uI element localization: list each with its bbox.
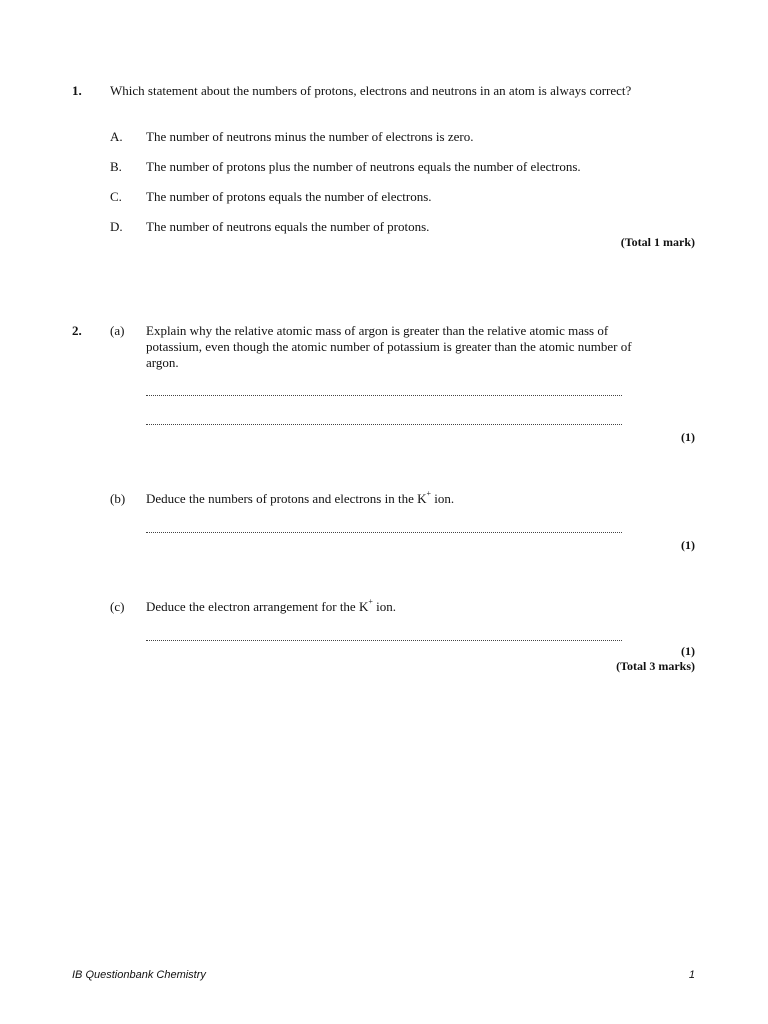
q2b-answer-line[interactable]	[146, 532, 622, 533]
q2b-text-after: ion.	[431, 491, 455, 506]
q2b-mark: (1)	[681, 538, 695, 552]
q2c-answer-line[interactable]	[146, 640, 622, 641]
q2b-text	[146, 488, 455, 507]
question-1-number: 1.	[72, 83, 82, 98]
q1-option-b-text: The number of protons plus the number of neutrons equals the number of electrons.	[146, 159, 581, 174]
q2-total-marks: (Total 3 marks)	[616, 659, 695, 673]
q2a-mark: (1)	[681, 430, 695, 444]
q1-option-a-letter: A.	[110, 129, 123, 144]
q1-option-d-letter: D.	[110, 219, 123, 234]
question-2-number: 2.	[72, 323, 82, 338]
q2b-label: (b)	[110, 491, 126, 506]
q2c-label: (c)	[110, 599, 125, 614]
footer-page-number: 1	[688, 969, 695, 981]
question-1-stem: Which statement about the numbers of protons, electrons and neutrons in an atom is always correct?	[110, 83, 632, 98]
q2b-superscript: +	[426, 488, 432, 498]
q1-option-b-letter: B.	[110, 159, 122, 174]
q1-total-marks: (Total 1 mark)	[620, 235, 695, 249]
q2c-text-before: Deduce the electron arrangement for the K	[146, 599, 369, 614]
q2a-text: Explain why the relative atomic mass of argon is greater than the relative atomic mass of potassium, even though the atomic number of potassium is greater than the atomic number of argon.	[146, 323, 632, 370]
q2a-answer-line-1[interactable]	[146, 395, 622, 396]
q2c-mark: (1)	[681, 644, 695, 658]
q1-option-a-text: The number of neutrons minus the number of electrons is zero.	[146, 129, 474, 144]
q1-option-c-letter: C.	[110, 189, 122, 204]
footer-source: IB Questionbank Chemistry	[72, 969, 206, 981]
q1-option-c-text: The number of protons equals the number of electrons.	[146, 189, 432, 204]
q2c-superscript: +	[368, 596, 373, 606]
q2c-text	[146, 596, 396, 615]
q2c-text-after: ion.	[372, 599, 396, 614]
q1-option-d-text: The number of neutrons equals the number of protons.	[146, 219, 430, 234]
q2a-label: (a)	[110, 323, 125, 338]
q2a-answer-line-2[interactable]	[146, 424, 622, 425]
q2b-text-before: Deduce the numbers of protons and electrons in the K	[146, 491, 427, 506]
